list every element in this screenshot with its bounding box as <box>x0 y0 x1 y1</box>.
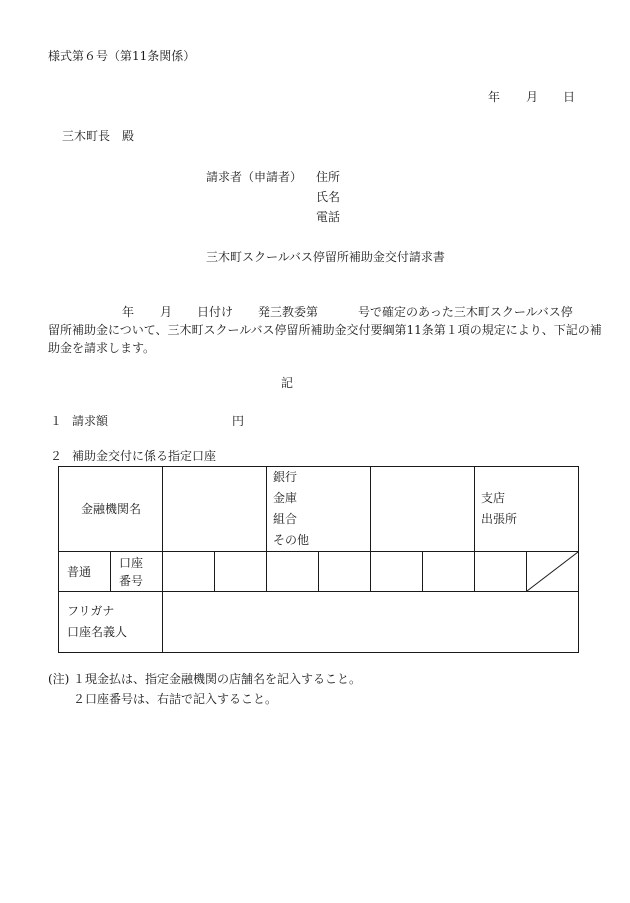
date-month-label: 月 <box>526 90 539 104</box>
furigana-label: フリガナ <box>67 604 115 618</box>
type-other: その他 <box>273 533 310 547</box>
body-month: 月 <box>160 305 173 319</box>
account-digit-unused <box>527 552 579 592</box>
item1-number: １ <box>50 414 63 428</box>
item2-label: 補助金交付に係る指定口座 <box>72 449 217 463</box>
branch-type-branch: 支店 <box>481 491 506 505</box>
form-number: 様式第６号（第11条関係） <box>48 49 196 63</box>
account-number-label-2: 番号 <box>119 573 144 588</box>
institution-name-cell[interactable] <box>163 467 267 552</box>
body-ref-prefix: 発三教委第 <box>258 305 319 319</box>
claimant-label: 請求者（申請者） <box>206 170 303 184</box>
date-year-label: 年 <box>488 90 501 104</box>
item1-label: 請求額 <box>72 414 109 428</box>
account-number-label-1: 口座 <box>119 555 144 570</box>
body-line3: 助金を請求します。 <box>48 341 156 355</box>
account-digit-3[interactable] <box>267 552 319 592</box>
type-union: 組合 <box>273 512 298 526</box>
branch-name-cell[interactable] <box>371 467 475 552</box>
body-dated: 日付け <box>197 305 234 319</box>
account-digit-6[interactable] <box>423 552 475 592</box>
addressee: 三木町長 殿 <box>62 129 135 143</box>
diagonal-strike <box>527 552 578 591</box>
institution-label: 金融機関名 <box>81 502 142 516</box>
account-type-cell <box>59 552 111 592</box>
ki-heading: 記 <box>281 376 294 390</box>
body-line2: 留所補助金について、三木町スクールバス停留所補助金交付要綱第11条第１項の規定により、下記の補 <box>48 323 602 337</box>
institution-label-cell <box>59 467 163 552</box>
body-year: 年 <box>122 305 135 319</box>
branch-type-cell <box>475 467 579 552</box>
body-line1: 号で確定のあった三木町スクールバス停 <box>358 305 573 319</box>
note-2: ２口座番号は、右詰で記入すること。 <box>73 692 278 706</box>
institution-type-cell <box>267 467 371 552</box>
type-bank: 銀行 <box>273 470 298 484</box>
holder-label-cell <box>59 592 163 653</box>
account-number-label-cell <box>111 552 163 592</box>
account-digit-5[interactable] <box>371 552 423 592</box>
bank-account-table <box>58 466 579 653</box>
branch-type-office: 出張所 <box>481 512 518 526</box>
yen-unit: 円 <box>232 414 245 428</box>
notes-prefix: (注) <box>48 672 70 686</box>
item2-number: ２ <box>50 449 63 463</box>
holder-name-cell[interactable] <box>163 592 579 653</box>
account-digit-1[interactable] <box>163 552 215 592</box>
phone-label: 電話 <box>316 210 341 224</box>
address-label: 住所 <box>316 170 341 184</box>
name-label: 氏名 <box>316 190 341 204</box>
account-type: 普通 <box>67 564 92 579</box>
account-digit-7[interactable] <box>475 552 527 592</box>
document-title: 三木町スクールバス停留所補助金交付請求書 <box>206 250 445 264</box>
account-digit-4[interactable] <box>319 552 371 592</box>
holder-label: 口座名義人 <box>67 625 128 639</box>
type-shinkin: 金庫 <box>273 491 298 505</box>
date-day-label: 日 <box>563 90 576 104</box>
note-1: １現金払は、指定金融機関の店舗名を記入すること。 <box>73 672 362 686</box>
account-digit-2[interactable] <box>215 552 267 592</box>
